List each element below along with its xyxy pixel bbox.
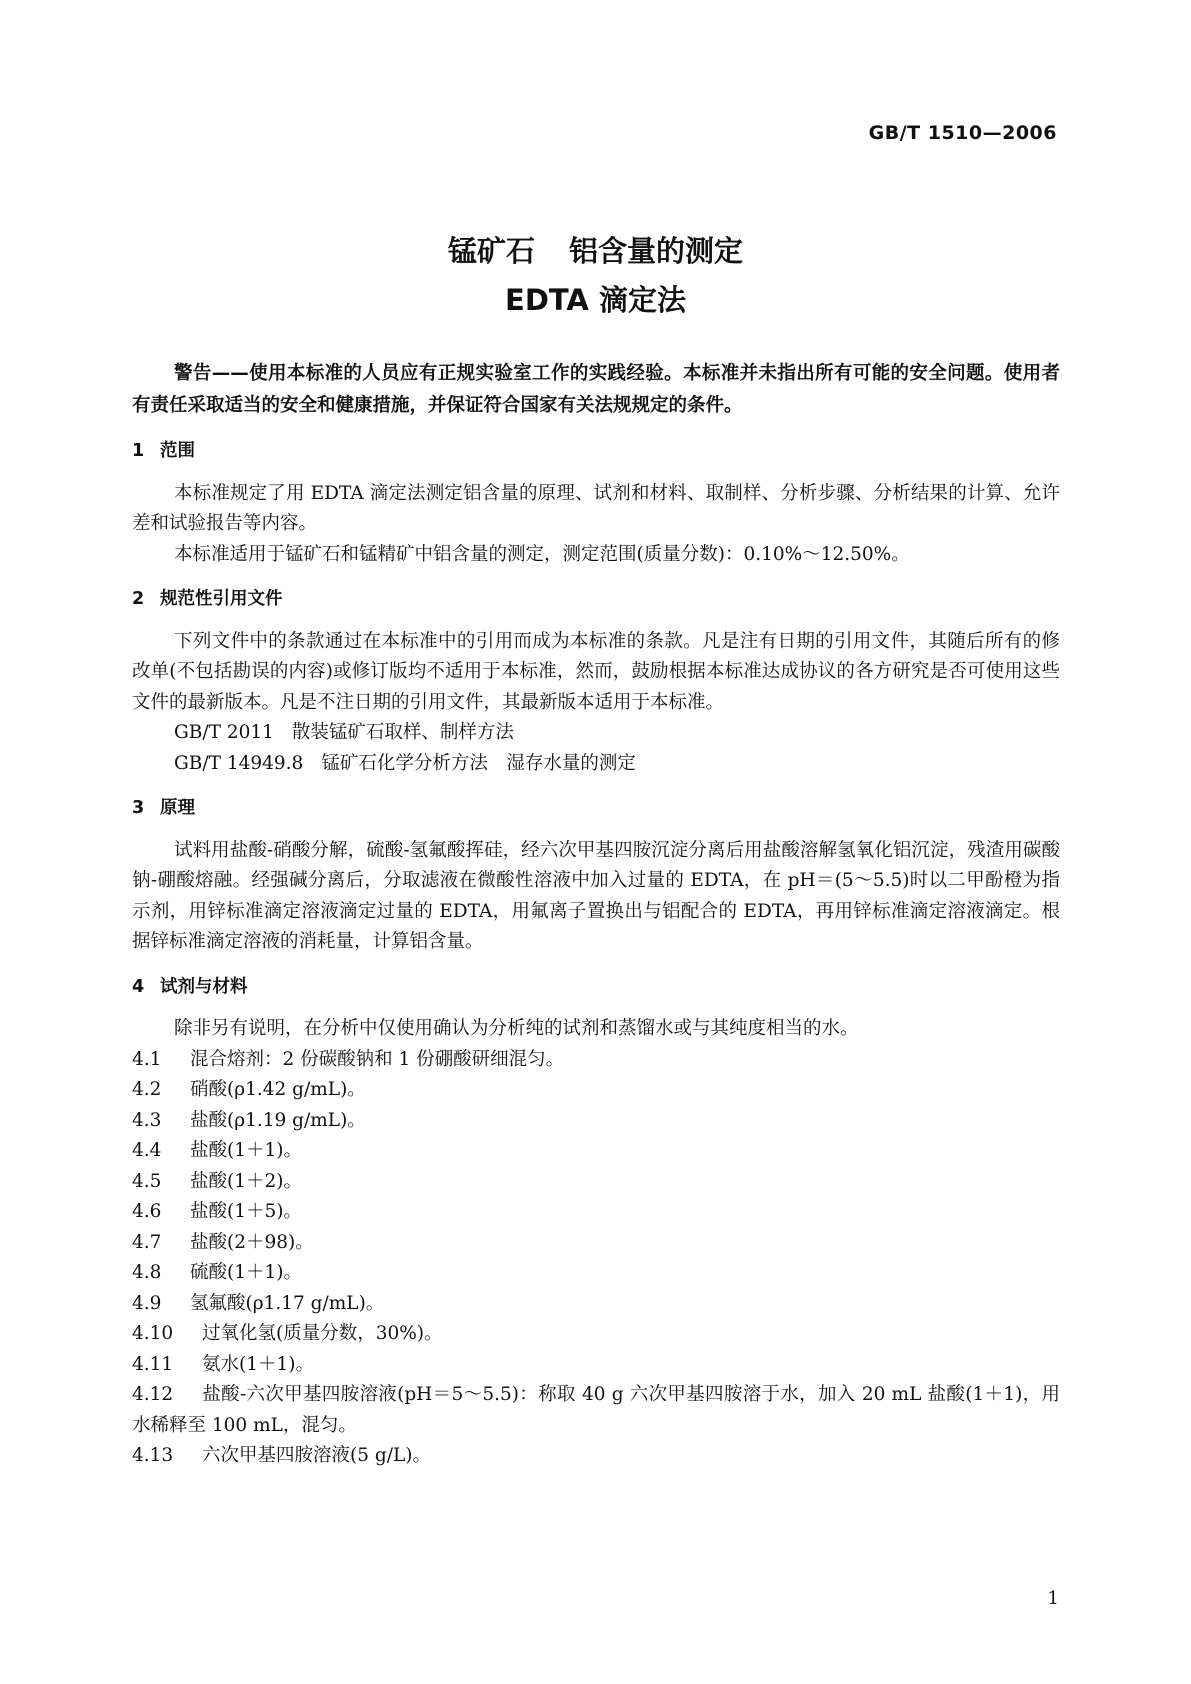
- warning-paragraph: 警告——使用本标准的人员应有正规实验室工作的实践经验。本标准并未指出所有可能的安全问题。使用者有责任采取适当的安全和健康措施，并保证符合国家有关法规规定的条件。: [132, 363, 1060, 416]
- document-title-line2: EDTA 滴定法: [505, 283, 686, 317]
- item-text: 盐酸(2＋98)。: [190, 1231, 314, 1253]
- principle-paragraph: 试料用盐酸-硝酸分解，硫酸-氢氟酸挥硅，经六次甲基四胺沉淀分离后用盐酸溶解氢氧化铝沉淀，残渣用碳酸钠-硼酸熔融。经强碱分离后，分取滤液在微酸性溶液中加入过量的 EDTA，在 pH＝(5～5.5)时以二甲酚橙为指示剂，用锌标准滴定溶液滴定过量的 EDTA，用氟离子置换出与铝配合的 EDTA，再用锌标准滴定溶液滴定。根据锌标准滴定溶液的消耗量，计算铝含量。: [132, 839, 1060, 952]
- title-analyte: 铝含量的测定: [569, 234, 744, 268]
- item-text: 盐酸(1＋2)。: [190, 1170, 302, 1192]
- scope-paragraph-1: 本标准规定了用 EDTA 滴定法测定铝含量的原理、试剂和材料、取制样、分析步骤、分析结果的计算、允许差和试验报告等内容。: [132, 482, 1060, 534]
- reference-code: GB/T 2011: [174, 722, 274, 743]
- document-title-line1: [0, 229, 1191, 270]
- reagent-item: [132, 1441, 1060, 1472]
- reagent-item: [132, 1319, 1060, 1350]
- section-number: 2: [132, 589, 145, 609]
- section-2-heading: [132, 584, 1060, 615]
- item-number: 4.10: [132, 1323, 174, 1344]
- item-text: 氨水(1＋1)。: [202, 1353, 314, 1375]
- section-3-heading: [132, 793, 1060, 824]
- reagents-intro-paragraph: 除非另有说明，在分析中仅使用确认为分析纯的试剂和蒸馏水或与其纯度相当的水。: [174, 1018, 859, 1039]
- item-number: 4.7: [132, 1231, 162, 1253]
- reagent-item: [132, 1258, 1060, 1289]
- section-number: 4: [132, 976, 145, 997]
- item-text: 氢氟酸(ρ1.17 g/mL)。: [190, 1292, 385, 1314]
- reagent-item: [132, 1380, 1060, 1441]
- standard-code: GB/T 1510—2006: [868, 122, 1057, 144]
- page-number: 1: [1047, 1588, 1059, 1609]
- section-number: 1: [132, 441, 145, 461]
- section-title: 原理: [160, 798, 195, 818]
- document-body: [132, 358, 1060, 1472]
- scope-paragraph-2: 本标准适用于锰矿石和锰精矿中铝含量的测定，测定范围(质量分数)：0.10%～12.50%。: [174, 543, 910, 565]
- reagent-item: [132, 1228, 1060, 1259]
- reagent-item: [132, 1136, 1060, 1167]
- item-number: 4.13: [132, 1445, 174, 1466]
- section-title: 试剂与材料: [160, 976, 248, 997]
- item-text: 硫酸(1＋1)。: [190, 1262, 302, 1283]
- item-text: 盐酸-六次甲基四胺溶液(pH＝5～5.5)：称取 40 g 六次甲基四胺溶于水，加入 20 mL 盐酸(1＋1)，用水稀释至 100 mL，混匀。: [132, 1384, 1060, 1436]
- section-title: 范围: [160, 441, 195, 461]
- item-number: 4.2: [132, 1079, 162, 1100]
- item-text: 盐酸(1＋5)。: [190, 1201, 302, 1222]
- section-number: 3: [132, 798, 145, 818]
- reagent-item: [132, 1167, 1060, 1198]
- reference-code: GB/T 14949.8: [174, 752, 304, 774]
- item-text: 过氧化氢(质量分数，30%)。: [202, 1323, 443, 1344]
- normative-references-paragraph: 下列文件中的条款通过在本标准中的引用而成为本标准的条款。凡是注有日期的引用文件，其随后所有的修改单(不包括勘误的内容)或修订版均不适用于本标准，然而，鼓励根据本标准达成协议的各方研究是否可使用这些文件的最新版本。凡是不注日期的引用文件，其最新版本适用于本标准。: [132, 630, 1060, 713]
- item-number: 4.3: [132, 1109, 162, 1131]
- reference-title: 锰矿石化学分析方法 湿存水量的测定: [321, 752, 636, 774]
- reference-item: [132, 718, 1060, 749]
- item-text: 混合熔剂：2 份碳酸钠和 1 份硼酸研细混匀。: [190, 1048, 565, 1070]
- reference-item: [132, 749, 1060, 780]
- item-number: 4.1: [132, 1048, 162, 1070]
- item-number: 4.4: [132, 1140, 162, 1161]
- item-number: 4.5: [132, 1170, 162, 1192]
- item-text: 盐酸(ρ1.19 g/mL)。: [190, 1109, 366, 1131]
- section-1-heading: [132, 436, 1060, 467]
- item-number: 4.9: [132, 1292, 162, 1314]
- reagent-item: [132, 1075, 1060, 1106]
- item-text: 六次甲基四胺溶液(5 g/L)。: [202, 1445, 431, 1466]
- title-subject: 锰矿石: [447, 234, 535, 268]
- item-text: 盐酸(1＋1)。: [190, 1140, 302, 1161]
- item-number: 4.6: [132, 1201, 162, 1222]
- item-number: 4.8: [132, 1262, 162, 1283]
- item-number: 4.12: [132, 1384, 174, 1405]
- item-text: 硝酸(ρ1.42 g/mL)。: [190, 1079, 366, 1100]
- reference-title: 散装锰矿石取样、制样方法: [291, 722, 514, 743]
- section-title: 规范性引用文件: [160, 589, 283, 609]
- reagent-item: [132, 1197, 1060, 1228]
- reagent-item: [132, 1045, 1060, 1076]
- reagent-item: [132, 1350, 1060, 1381]
- item-number: 4.11: [132, 1353, 174, 1375]
- section-4-heading: [132, 972, 1060, 1003]
- reagent-item: [132, 1106, 1060, 1137]
- reagent-item: [132, 1289, 1060, 1320]
